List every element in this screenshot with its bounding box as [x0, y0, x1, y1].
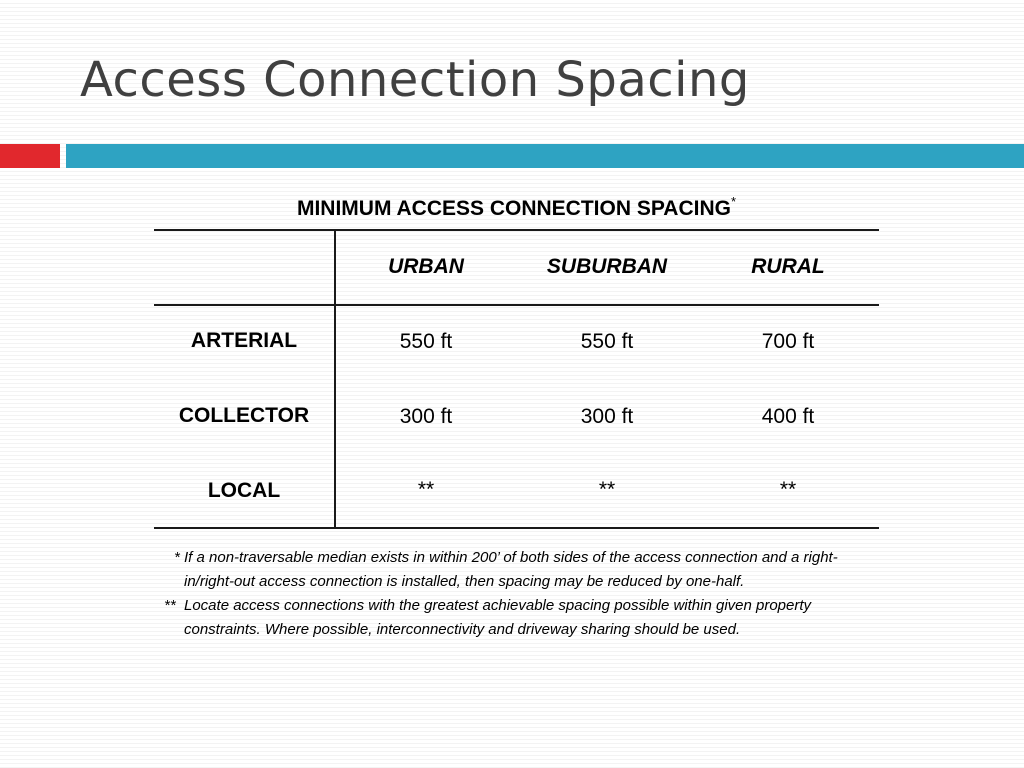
column-header-suburban: SUBURBAN — [546, 255, 668, 278]
footnote-mark: ** — [164, 597, 176, 614]
table-caption-text: MINIMUM ACCESS CONNECTION SPACING — [296, 197, 731, 220]
footnote-text: If a non-traversable median exists in within 200’ of both sides of the access connection and a right-in/right-out access connection is installed, then spacing may be reduced by one-half. — [184, 549, 838, 590]
cell-collector-urban: 300 ft — [399, 405, 453, 428]
table-caption-footnote-mark: * — [730, 194, 737, 209]
row-header-collector: COLLECTOR — [178, 404, 310, 427]
cell-local-suburban: ** — [598, 478, 616, 501]
footnote-mark: * — [174, 549, 180, 566]
cell-collector-suburban: 300 ft — [580, 405, 634, 428]
table-caption — [154, 194, 879, 221]
cell-local-rural: ** — [779, 478, 797, 501]
cell-arterial-urban: 550 ft — [399, 330, 453, 353]
cell-arterial-suburban: 550 ft — [580, 330, 634, 353]
cell-collector-rural: 400 ft — [761, 405, 815, 428]
column-header-urban: URBAN — [388, 255, 464, 278]
column-header-rural: RURAL — [751, 255, 825, 278]
table-header-rule — [154, 304, 879, 306]
footnotes — [164, 546, 884, 642]
table-bottom-rule — [154, 527, 879, 529]
row-header-local: LOCAL — [207, 479, 281, 502]
cell-arterial-rural: 700 ft — [761, 330, 815, 353]
footnote-text: Locate access connections with the greatest achievable spacing possible within given property constraints. Where possible, interconnectivity and driveway sharing should be used. — [184, 597, 812, 638]
accent-bar-red — [0, 144, 60, 168]
table-top-rule — [154, 229, 879, 231]
footnote-median — [164, 546, 884, 594]
slide-title: Access Connection Spacing — [80, 52, 750, 108]
footnote-local-spacing — [164, 594, 884, 642]
row-header-arterial: ARTERIAL — [190, 329, 298, 352]
accent-bar-blue — [66, 144, 1024, 168]
cell-local-urban: ** — [417, 478, 435, 501]
